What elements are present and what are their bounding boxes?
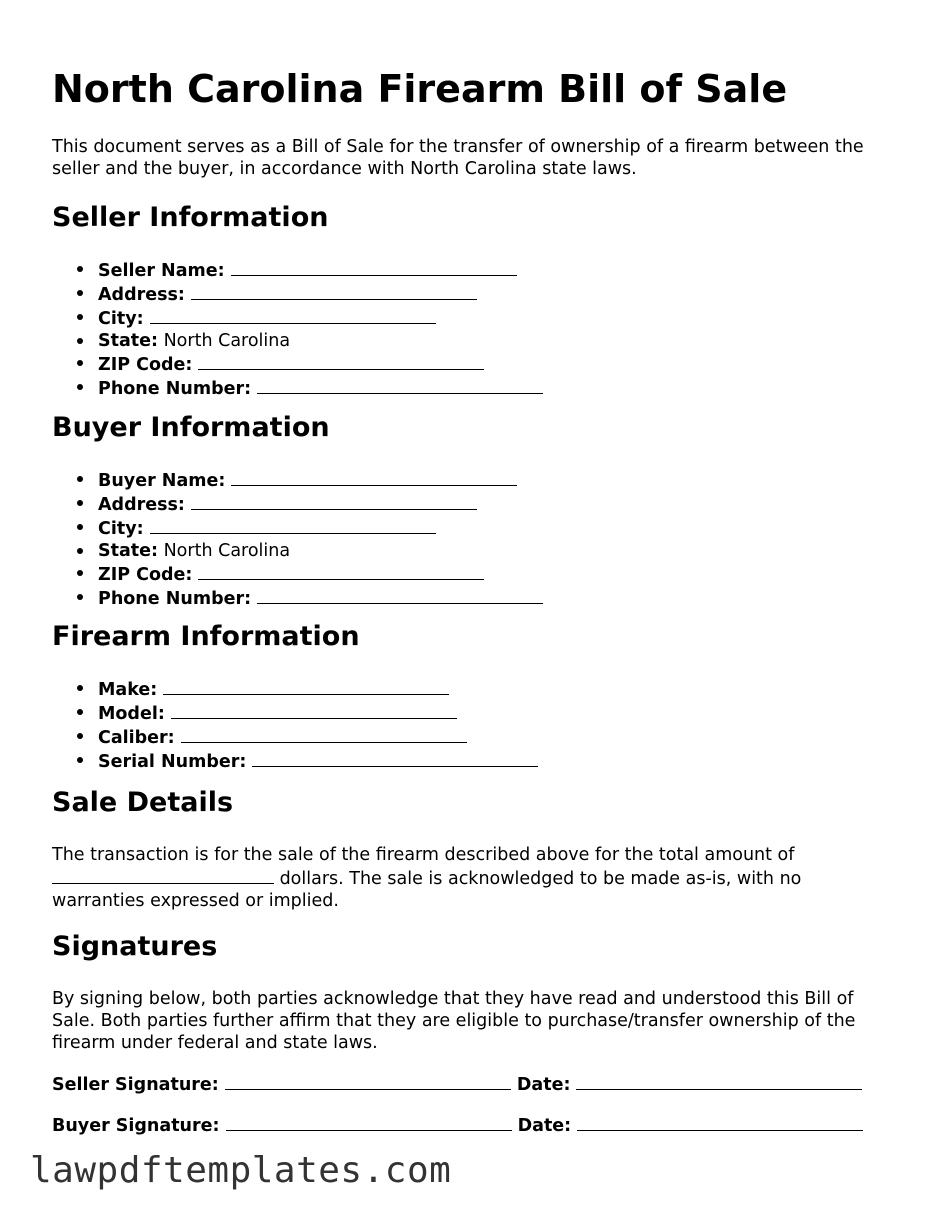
seller-signature-line[interactable] (225, 1072, 511, 1090)
signatures-paragraph: By signing below, both parties acknowledge that they have read and understood this Bill of Sale. Both parties further affirm that they are eligible to purchase/transfer ownership of the firearm under federal and state laws. (52, 989, 856, 1053)
seller-state-value: North Carolina (163, 331, 291, 351)
seller-name-field[interactable]: Seller Name: (98, 258, 543, 282)
firearm-caliber-field[interactable]: Caliber: (98, 725, 538, 749)
buyer-heading: Buyer Information (52, 412, 330, 443)
seller-fields (52, 258, 543, 400)
blank-line[interactable] (181, 725, 467, 743)
sale-text-after: dollars. The sale is acknowledged to be made as-is, with no warranties expressed or implied. (52, 869, 802, 911)
blank-line[interactable] (171, 701, 457, 719)
buyer-city-field[interactable]: City: (98, 516, 543, 540)
buyer-zip-field[interactable]: ZIP Code: (98, 562, 543, 586)
blank-line[interactable] (257, 586, 543, 604)
buyer-address-field[interactable]: Address: (98, 492, 543, 516)
blank-line[interactable] (257, 376, 543, 394)
buyer-signature-row (52, 1113, 863, 1137)
buyer-phone-field[interactable]: Phone Number: (98, 586, 543, 610)
firearm-serial-field[interactable]: Serial Number: (98, 749, 538, 773)
blank-line[interactable] (198, 352, 484, 370)
buyer-state-field: State: North Carolina (98, 540, 543, 562)
signatures-heading: Signatures (52, 931, 218, 962)
document-title: North Carolina Firearm Bill of Sale (52, 67, 788, 111)
sale-paragraph (52, 844, 897, 912)
blank-line[interactable] (191, 492, 477, 510)
seller-state-field: State: North Carolina (98, 330, 543, 352)
buyer-fields (52, 468, 543, 610)
blank-line[interactable] (191, 282, 477, 300)
seller-address-field[interactable]: Address: (98, 282, 543, 306)
blank-line[interactable] (163, 677, 449, 695)
intro-paragraph: This document serves as a Bill of Sale for the transfer of ownership of a firearm between the seller and the buyer, in accordance with North Carolina state laws. (52, 137, 864, 179)
sale-heading: Sale Details (52, 787, 234, 818)
firearm-fields (52, 677, 538, 773)
amount-blank[interactable] (52, 866, 274, 884)
seller-date-label: Date: (516, 1075, 571, 1095)
blank-line[interactable] (150, 306, 436, 324)
blank-line[interactable] (150, 516, 436, 534)
blank-line[interactable] (198, 562, 484, 580)
seller-phone-field[interactable]: Phone Number: (98, 376, 543, 400)
seller-zip-field[interactable]: ZIP Code: (98, 352, 543, 376)
buyer-date-label: Date: (517, 1116, 572, 1136)
buyer-date-line[interactable] (577, 1113, 863, 1131)
buyer-state-value: North Carolina (163, 541, 291, 561)
firearm-make-field[interactable]: Make: (98, 677, 538, 701)
seller-signature-row (52, 1072, 862, 1096)
blank-line[interactable] (231, 258, 517, 276)
blank-line[interactable] (231, 468, 517, 486)
blank-line[interactable] (252, 749, 538, 767)
firearm-model-field[interactable]: Model: (98, 701, 538, 725)
buyer-signature-label: Buyer Signature: (52, 1116, 220, 1136)
sale-text-before: The transaction is for the sale of the firearm described above for the total amount of (52, 845, 795, 865)
watermark-text: lawpdftemplates.com (30, 1150, 452, 1191)
buyer-signature-line[interactable] (226, 1113, 512, 1131)
seller-heading: Seller Information (52, 202, 329, 233)
seller-signature-label: Seller Signature: (52, 1075, 219, 1095)
seller-date-line[interactable] (576, 1072, 862, 1090)
firearm-heading: Firearm Information (52, 621, 360, 652)
seller-city-field[interactable]: City: (98, 306, 543, 330)
buyer-name-field[interactable]: Buyer Name: (98, 468, 543, 492)
